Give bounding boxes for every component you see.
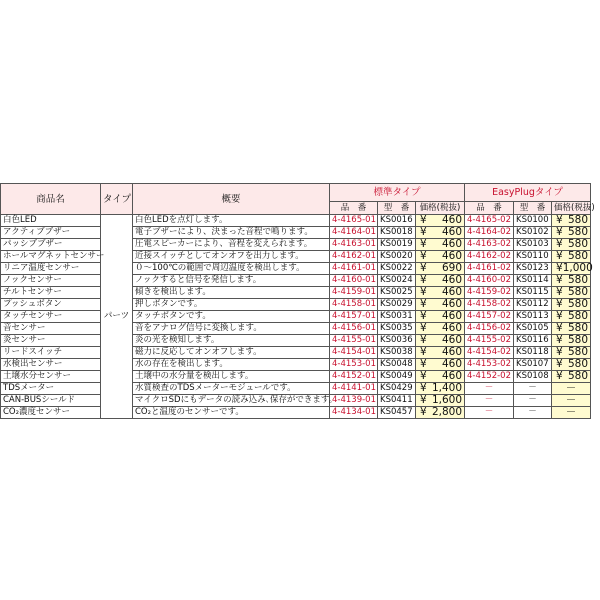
description-cell: 音をアナログ信号に変換します。 [133, 323, 330, 335]
yen-symbol: ¥ [556, 286, 563, 298]
standard-model-cell: KS0457 [378, 407, 416, 419]
standard-code-cell: 4-4163-01 [330, 239, 378, 251]
easyplug-model-cell: KS0123 [514, 263, 552, 275]
product-name-cell: ノックセンサー [1, 275, 101, 287]
header-type: タイプ [101, 184, 133, 215]
easyplug-price-cell [552, 299, 591, 311]
header-description: 概要 [133, 184, 330, 215]
price-value: 580 [567, 322, 588, 334]
price-value: 460 [441, 346, 462, 358]
table-row [1, 383, 591, 395]
standard-code-cell: 4-4141-01 [330, 383, 378, 395]
product-name-cell: 白色LED [1, 215, 101, 227]
easyplug-price-cell [552, 359, 591, 371]
easyplug-model-cell: KS0116 [514, 335, 552, 347]
easyplug-price-cell [552, 335, 591, 347]
yen-symbol: ¥ [420, 322, 427, 334]
table-row [1, 251, 591, 263]
table-row [1, 359, 591, 371]
standard-code-cell: 4-4154-01 [330, 347, 378, 359]
description-cell: 炎の光を検知します。 [133, 335, 330, 347]
easyplug-code-cell: 4-4156-02 [465, 323, 514, 335]
standard-code-cell: 4-4159-01 [330, 287, 378, 299]
yen-symbol: ¥ [556, 214, 563, 226]
standard-price-cell [416, 407, 465, 419]
standard-price-cell [416, 287, 465, 299]
standard-code-cell: 4-4155-01 [330, 335, 378, 347]
easyplug-code-cell: 4-4155-02 [465, 335, 514, 347]
yen-symbol: ¥ [556, 322, 563, 334]
standard-price-cell [416, 383, 465, 395]
product-name-cell: 土壌水分センサー [1, 371, 101, 383]
standard-price-cell [416, 347, 465, 359]
standard-code-cell: 4-4162-01 [330, 251, 378, 263]
yen-symbol: ¥ [420, 370, 427, 382]
standard-model-cell: KS0025 [378, 287, 416, 299]
yen-symbol: ¥ [420, 358, 427, 370]
easyplug-code-cell: 4-4161-02 [465, 263, 514, 275]
description-cell: ０～100℃の範囲で周辺温度を検出します。 [133, 263, 330, 275]
table-row [1, 347, 591, 359]
price-value: 580 [567, 214, 588, 226]
easyplug-model-cell: KS0118 [514, 347, 552, 359]
standard-price-cell [416, 263, 465, 275]
standard-code-cell: 4-4161-01 [330, 263, 378, 275]
price-value: 690 [441, 262, 462, 274]
price-value: － [565, 406, 577, 418]
easyplug-price-cell [552, 287, 591, 299]
price-value: 1,600 [431, 394, 462, 406]
easyplug-price-cell [552, 395, 591, 407]
price-value: 460 [441, 214, 462, 226]
standard-model-cell: KS0016 [378, 215, 416, 227]
product-name-cell: タッチセンサー [1, 311, 101, 323]
standard-model-cell: KS0020 [378, 251, 416, 263]
standard-model-cell: KS0411 [378, 395, 416, 407]
easyplug-model-cell: KS0102 [514, 227, 552, 239]
table-row [1, 323, 591, 335]
standard-price-cell [416, 395, 465, 407]
price-value: － [565, 394, 577, 406]
yen-symbol: ¥ [420, 214, 427, 226]
easyplug-code-cell: 4-4153-02 [465, 359, 514, 371]
table-row [1, 239, 591, 251]
yen-symbol: ¥ [556, 334, 563, 346]
standard-price-cell [416, 335, 465, 347]
easyplug-price-cell [552, 347, 591, 359]
easyplug-model-cell: KS0115 [514, 287, 552, 299]
standard-code-cell: 4-4157-01 [330, 311, 378, 323]
standard-price-cell [416, 215, 465, 227]
standard-price-cell [416, 371, 465, 383]
yen-symbol: ¥ [556, 250, 563, 262]
yen-symbol: ¥ [420, 250, 427, 262]
description-cell: 近接スイッチとしてオンオフを出力します。 [133, 251, 330, 263]
standard-code-cell: 4-4160-01 [330, 275, 378, 287]
price-value: 580 [567, 226, 588, 238]
easyplug-price-cell [552, 251, 591, 263]
easyplug-price-cell [552, 407, 591, 419]
easyplug-price-cell [552, 311, 591, 323]
header-row-1 [1, 184, 591, 202]
easyplug-code-cell: 4-4152-02 [465, 371, 514, 383]
table-row [1, 371, 591, 383]
yen-symbol: ¥ [420, 226, 427, 238]
header-standard-code: 品 番 [330, 202, 378, 215]
description-cell: CO₂と温度のセンサーです。 [133, 407, 330, 419]
product-name-cell: リニア温度センサー [1, 263, 101, 275]
price-value: 460 [441, 298, 462, 310]
header-standard-price: 価格(税抜) [416, 202, 465, 215]
easyplug-code-cell: 4-4163-02 [465, 239, 514, 251]
description-cell: 磁力に反応してオンオフします。 [133, 347, 330, 359]
product-name-cell: パッシブブザー [1, 239, 101, 251]
product-name-cell: 水検出センサー [1, 359, 101, 371]
header-standard-model: 型 番 [378, 202, 416, 215]
product-name-cell: ホールマグネットセンサー [1, 251, 101, 263]
table-row [1, 275, 591, 287]
description-cell: 水の存在を検出します。 [133, 359, 330, 371]
easyplug-code-cell: － [465, 395, 514, 407]
price-value: 580 [567, 346, 588, 358]
product-name-cell: TDSメーター [1, 383, 101, 395]
table-row [1, 395, 591, 407]
standard-code-cell: 4-4139-01 [330, 395, 378, 407]
product-name-cell: 炎センサー [1, 335, 101, 347]
product-name-cell: 音センサー [1, 323, 101, 335]
easyplug-code-cell: 4-4165-02 [465, 215, 514, 227]
product-name-cell: チルトセンサー [1, 287, 101, 299]
price-value: 460 [441, 226, 462, 238]
price-value: 460 [441, 370, 462, 382]
product-table [0, 183, 595, 419]
price-value: 580 [567, 286, 588, 298]
easyplug-model-cell: － [514, 407, 552, 419]
yen-symbol: ¥ [420, 346, 427, 358]
product-name-cell: CO₂濃度センサー [1, 407, 101, 419]
description-cell: ノックすると信号を発信します。 [133, 275, 330, 287]
easyplug-model-cell: KS0107 [514, 359, 552, 371]
easyplug-code-cell: － [465, 383, 514, 395]
table-row [1, 299, 591, 311]
yen-symbol: ¥ [420, 406, 427, 418]
easyplug-model-cell: KS0113 [514, 311, 552, 323]
header-product-name: 商品名 [1, 184, 101, 215]
yen-symbol: ¥ [420, 286, 427, 298]
standard-model-cell: KS0031 [378, 311, 416, 323]
yen-symbol: ¥ [556, 370, 563, 382]
table-row [1, 215, 591, 227]
easyplug-price-cell [552, 239, 591, 251]
yen-symbol: ¥ [556, 358, 563, 370]
standard-price-cell [416, 275, 465, 287]
description-cell: 土壌中の水分量を検出します。 [133, 371, 330, 383]
easyplug-price-cell [552, 227, 591, 239]
table-row [1, 407, 591, 419]
easyplug-model-cell: KS0105 [514, 323, 552, 335]
product-name-cell: プッシュボタン [1, 299, 101, 311]
product-table-container [0, 183, 600, 419]
easyplug-model-cell: KS0114 [514, 275, 552, 287]
standard-price-cell [416, 323, 465, 335]
standard-price-cell [416, 239, 465, 251]
price-value: 2,800 [431, 406, 462, 418]
description-cell: マイクロSDにもデータの読み込み､保存ができます。 [133, 395, 330, 407]
price-value: 460 [441, 310, 462, 322]
price-value: 580 [567, 250, 588, 262]
yen-symbol: ¥ [556, 262, 563, 274]
standard-price-cell [416, 359, 465, 371]
yen-symbol: ¥ [556, 238, 563, 250]
price-value: － [565, 382, 577, 394]
price-value: 580 [567, 274, 588, 286]
yen-symbol: ¥ [556, 226, 563, 238]
table-row [1, 287, 591, 299]
description-cell: 圧電スピーカーにより、音程を変えられます。 [133, 239, 330, 251]
description-cell: 押しボタンです。 [133, 299, 330, 311]
easyplug-code-cell: 4-4164-02 [465, 227, 514, 239]
easyplug-code-cell: 4-4158-02 [465, 299, 514, 311]
standard-code-cell: 4-4134-01 [330, 407, 378, 419]
standard-code-cell: 4-4164-01 [330, 227, 378, 239]
price-value: 580 [567, 334, 588, 346]
standard-code-cell: 4-4156-01 [330, 323, 378, 335]
table-row [1, 227, 591, 239]
standard-model-cell: KS0022 [378, 263, 416, 275]
easyplug-code-cell: 4-4159-02 [465, 287, 514, 299]
table-row [1, 335, 591, 347]
description-cell: 水質検査のTDSメーターモジュールです。 [133, 383, 330, 395]
header-easyplug-price: 価格(税抜) [552, 202, 591, 215]
yen-symbol: ¥ [420, 274, 427, 286]
standard-code-cell: 4-4158-01 [330, 299, 378, 311]
yen-symbol: ¥ [556, 298, 563, 310]
easyplug-model-cell: － [514, 383, 552, 395]
table-row [1, 263, 591, 275]
description-cell: 傾きを検出します。 [133, 287, 330, 299]
standard-model-cell: KS0038 [378, 347, 416, 359]
standard-code-cell: 4-4165-01 [330, 215, 378, 227]
price-value: 580 [567, 298, 588, 310]
price-value: 580 [567, 370, 588, 382]
easyplug-price-cell [552, 263, 591, 275]
yen-symbol: ¥ [420, 262, 427, 274]
header-easyplug-type: EasyPlugタイプ [465, 184, 591, 202]
easyplug-model-cell: KS0103 [514, 239, 552, 251]
description-cell: 電子ブザーにより、決まった音程で鳴ります。 [133, 227, 330, 239]
easyplug-model-cell: KS0110 [514, 251, 552, 263]
easyplug-price-cell [552, 323, 591, 335]
price-value: 460 [441, 334, 462, 346]
standard-model-cell: KS0049 [378, 371, 416, 383]
price-value: 580 [567, 358, 588, 370]
table-row [1, 311, 591, 323]
price-value: 580 [567, 310, 588, 322]
easyplug-code-cell: 4-4157-02 [465, 311, 514, 323]
price-value: 580 [567, 238, 588, 250]
type-cell: パーツ [101, 215, 133, 419]
yen-symbol: ¥ [420, 382, 427, 394]
standard-model-cell: KS0429 [378, 383, 416, 395]
price-value: 460 [441, 238, 462, 250]
standard-model-cell: KS0029 [378, 299, 416, 311]
yen-symbol: ¥ [420, 238, 427, 250]
standard-model-cell: KS0018 [378, 227, 416, 239]
header-easyplug-code: 品 番 [465, 202, 514, 215]
standard-code-cell: 4-4153-01 [330, 359, 378, 371]
price-value: 1,400 [431, 382, 462, 394]
yen-symbol: ¥ [556, 346, 563, 358]
standard-model-cell: KS0035 [378, 323, 416, 335]
easyplug-price-cell [552, 371, 591, 383]
price-value: 460 [441, 250, 462, 262]
price-value: 1,000 [562, 262, 593, 274]
easyplug-model-cell: KS0112 [514, 299, 552, 311]
easyplug-model-cell: － [514, 395, 552, 407]
yen-symbol: ¥ [420, 394, 427, 406]
product-name-cell: CAN-BUSシールド [1, 395, 101, 407]
standard-code-cell: 4-4152-01 [330, 371, 378, 383]
standard-model-cell: KS0036 [378, 335, 416, 347]
standard-price-cell [416, 227, 465, 239]
standard-price-cell [416, 299, 465, 311]
yen-symbol: ¥ [420, 334, 427, 346]
standard-model-cell: KS0048 [378, 359, 416, 371]
product-table-body [1, 215, 591, 419]
easyplug-model-cell: KS0100 [514, 215, 552, 227]
header-easyplug-model: 型 番 [514, 202, 552, 215]
yen-symbol: ¥ [556, 274, 563, 286]
easyplug-code-cell: － [465, 407, 514, 419]
standard-price-cell [416, 311, 465, 323]
standard-price-cell [416, 251, 465, 263]
easyplug-code-cell: 4-4160-02 [465, 275, 514, 287]
yen-symbol: ¥ [556, 310, 563, 322]
easyplug-price-cell [552, 275, 591, 287]
easyplug-code-cell: 4-4154-02 [465, 347, 514, 359]
standard-model-cell: KS0024 [378, 275, 416, 287]
header-standard-type: 標準タイプ [330, 184, 465, 202]
easyplug-price-cell [552, 383, 591, 395]
price-value: 460 [441, 286, 462, 298]
price-value: 460 [441, 274, 462, 286]
price-value: 460 [441, 358, 462, 370]
easyplug-price-cell [552, 215, 591, 227]
yen-symbol: ¥ [420, 298, 427, 310]
yen-symbol: ¥ [420, 310, 427, 322]
easyplug-code-cell: 4-4162-02 [465, 251, 514, 263]
description-cell: タッチボタンです。 [133, 311, 330, 323]
standard-model-cell: KS0019 [378, 239, 416, 251]
easyplug-model-cell: KS0108 [514, 371, 552, 383]
price-value: 460 [441, 322, 462, 334]
description-cell: 白色LEDを点灯します。 [133, 215, 330, 227]
product-name-cell: アクティブブザー [1, 227, 101, 239]
product-name-cell: リードスイッチ [1, 347, 101, 359]
